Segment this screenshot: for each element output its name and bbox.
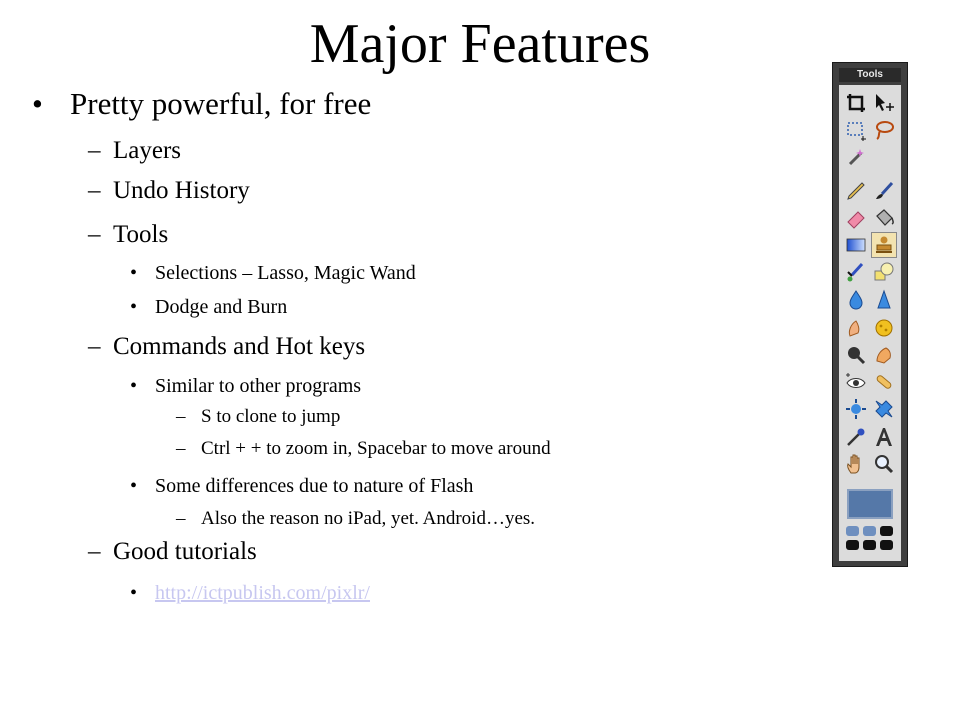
bullet-ctrl-zoom: – Ctrl + + to zoom in, Spacebar to move around [176, 438, 551, 459]
crop-icon[interactable] [844, 91, 868, 115]
primary-color-swatch[interactable] [847, 489, 893, 519]
bullet-good-tutorials: – Good tutorials [88, 538, 257, 565]
spot-heal-icon[interactable] [872, 370, 896, 394]
bullet-ipad-android: – Also the reason no iPad, yet. Android…yes. [176, 508, 536, 529]
tools-panel [832, 62, 908, 567]
color-slot-5[interactable] [863, 540, 876, 550]
color-slot-3[interactable] [880, 526, 893, 536]
hand-icon[interactable] [844, 452, 868, 476]
slide-title: Major Features [309, 13, 651, 75]
color-slot-1[interactable] [846, 526, 859, 536]
color-replace-icon[interactable] [844, 260, 868, 284]
burn-icon[interactable] [872, 343, 896, 367]
clone-stamp-icon[interactable] [872, 233, 896, 257]
smudge-icon[interactable] [844, 316, 868, 340]
tools-panel-title: Tools [839, 68, 901, 82]
bullet-layers: – Layers [88, 137, 182, 164]
bullet-s-clone: – S to clone to jump [176, 406, 341, 427]
paint-bucket-icon[interactable] [872, 206, 896, 230]
move-icon[interactable] [872, 91, 896, 115]
magic-wand-icon[interactable] [844, 145, 868, 169]
red-eye-icon[interactable] [844, 370, 868, 394]
bullet-selections: • Selections – Lasso, Magic Wand [130, 262, 416, 284]
tutorial-link[interactable]: http://ictpublish.com/pixlr/ [155, 582, 370, 604]
color-slot-4[interactable] [846, 540, 859, 550]
tools-grid [839, 85, 901, 561]
brush-icon[interactable] [872, 179, 896, 203]
bullet-differences-flash: • Some differences due to nature of Flash [130, 475, 474, 497]
marquee-icon[interactable] [844, 118, 868, 142]
shape-icon[interactable] [872, 260, 896, 284]
eraser-icon[interactable] [844, 206, 868, 230]
gradient-icon[interactable] [844, 233, 868, 257]
color-slot-2[interactable] [863, 526, 876, 536]
bullet-undo-history: – Undo History [88, 177, 250, 204]
blur-icon[interactable] [844, 288, 868, 312]
pencil-icon[interactable] [844, 179, 868, 203]
color-picker-icon[interactable] [844, 425, 868, 449]
bullet-pretty-powerful: • Pretty powerful, for free [32, 86, 372, 121]
bullet-similar-programs: • Similar to other programs [130, 375, 362, 397]
dodge-icon[interactable] [844, 343, 868, 367]
lasso-icon[interactable] [872, 118, 896, 142]
color-slot-6[interactable] [880, 540, 893, 550]
sponge-icon[interactable] [872, 316, 896, 340]
pinch-icon[interactable] [872, 397, 896, 421]
zoom-icon[interactable] [872, 452, 896, 476]
bullet-dodge-burn: • Dodge and Burn [130, 296, 288, 318]
bullet-tutorial-link: • http://ictpublish.com/pixlr/ [130, 582, 370, 604]
type-icon[interactable] [872, 425, 896, 449]
bullet-commands-hotkeys: – Commands and Hot keys [88, 333, 366, 360]
sharpen-icon[interactable] [872, 288, 896, 312]
bullet-tools: – Tools [88, 221, 169, 248]
bloat-icon[interactable] [844, 397, 868, 421]
